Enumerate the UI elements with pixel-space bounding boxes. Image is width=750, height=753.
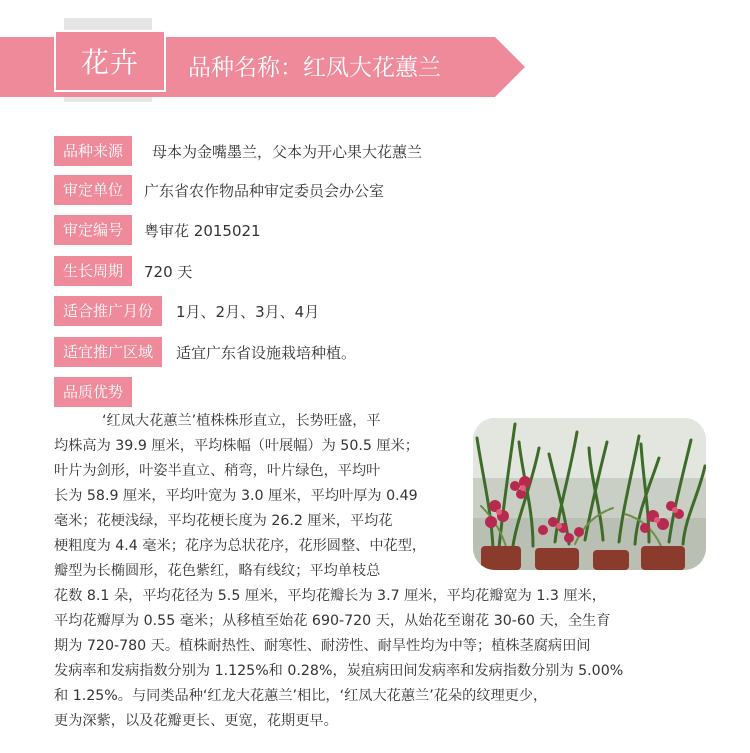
- quality-line: 期为 720-780 天。植株耐热性、耐寒性、耐涝性、耐旱性均为中等；植株茎腐病田间: [54, 638, 591, 654]
- info-row-authority: [54, 175, 384, 205]
- info-label: 品种来源: [54, 136, 132, 166]
- info-row-region: [54, 337, 356, 367]
- quality-heading: [54, 377, 132, 407]
- variety-title: 品种名称：红凤大花蕙兰: [188, 55, 441, 81]
- info-value: 适宜广东省设施栽培种植。: [176, 343, 357, 362]
- quality-line: 长为 58.9 厘米，平均叶宽为 3.0 厘米，平均叶厚为 0.49: [54, 488, 418, 504]
- quality-line: 发病率和发病指数分别为 1.125%和 0.28%，炭疽病田间发病率和发病指数分别为 5.00%: [54, 663, 624, 679]
- info-value: 1月、2月、3月、4月: [176, 302, 320, 321]
- orchid-greenhouse-photo: [473, 418, 706, 570]
- info-label: 适合推广月份: [54, 296, 162, 326]
- quality-line: 花数 8.1 朵，平均花径为 5.5 厘米，平均花瓣长为 3.7 厘米，平均花瓣宽为 1.3 厘米，: [54, 588, 606, 604]
- quality-line: 毫米；花梗浅绿，平均花梗长度为 26.2 厘米，平均花: [54, 513, 393, 529]
- info-row-cycle: [54, 256, 192, 286]
- quality-line: 瓣型为长椭圆形，花色紫红，略有线纹；平均单枝总: [54, 563, 381, 579]
- quality-line: 梗粗度为 4.4 毫米；花序为总状花序，花形圆整、中花型，: [54, 538, 427, 554]
- quality-line: 和 1.25%。与同类品种‘红龙大花蕙兰’相比，‘红凤大花蕙兰’花朵的纹理更少，: [54, 688, 548, 704]
- info-value: 母本为金嘴墨兰，父本为开心果大花蕙兰: [152, 142, 423, 161]
- info-label: 生长周期: [54, 256, 132, 286]
- quality-line: 平均花瓣厚为 0.55 毫米；从移植至始花 690-720 天，从始花至谢花 30-60 天，全生育: [54, 613, 611, 629]
- info-label: 审定编号: [54, 215, 132, 245]
- header-arrow: [495, 37, 525, 97]
- info-value: 720 天: [144, 262, 193, 281]
- info-label: 审定单位: [54, 175, 132, 205]
- info-row-months: [54, 296, 319, 326]
- info-label: 适宜推广区域: [54, 337, 162, 367]
- category-label: 花卉: [54, 30, 166, 92]
- info-value: 广东省农作物品种审定委员会办公室: [144, 181, 385, 200]
- info-value: 粤审花 2015021: [144, 221, 261, 240]
- quality-label: 品质优势: [54, 377, 132, 407]
- orchid-photo: [473, 418, 706, 570]
- info-row-number: [54, 215, 261, 245]
- quality-line: ‘红凤大花蕙兰’植株株形直立，长势旺盛，平: [102, 413, 381, 429]
- quality-line: 叶片为剑形，叶姿半直立、稍弯，叶片绿色，平均叶: [54, 463, 381, 479]
- quality-line: 均株高为 39.9 厘米，平均株幅（叶展幅）为 50.5 厘米；: [54, 438, 419, 454]
- info-row-source: [54, 136, 422, 166]
- quality-line: 更为深紫，以及花瓣更长、更宽，花期更早。: [54, 713, 338, 729]
